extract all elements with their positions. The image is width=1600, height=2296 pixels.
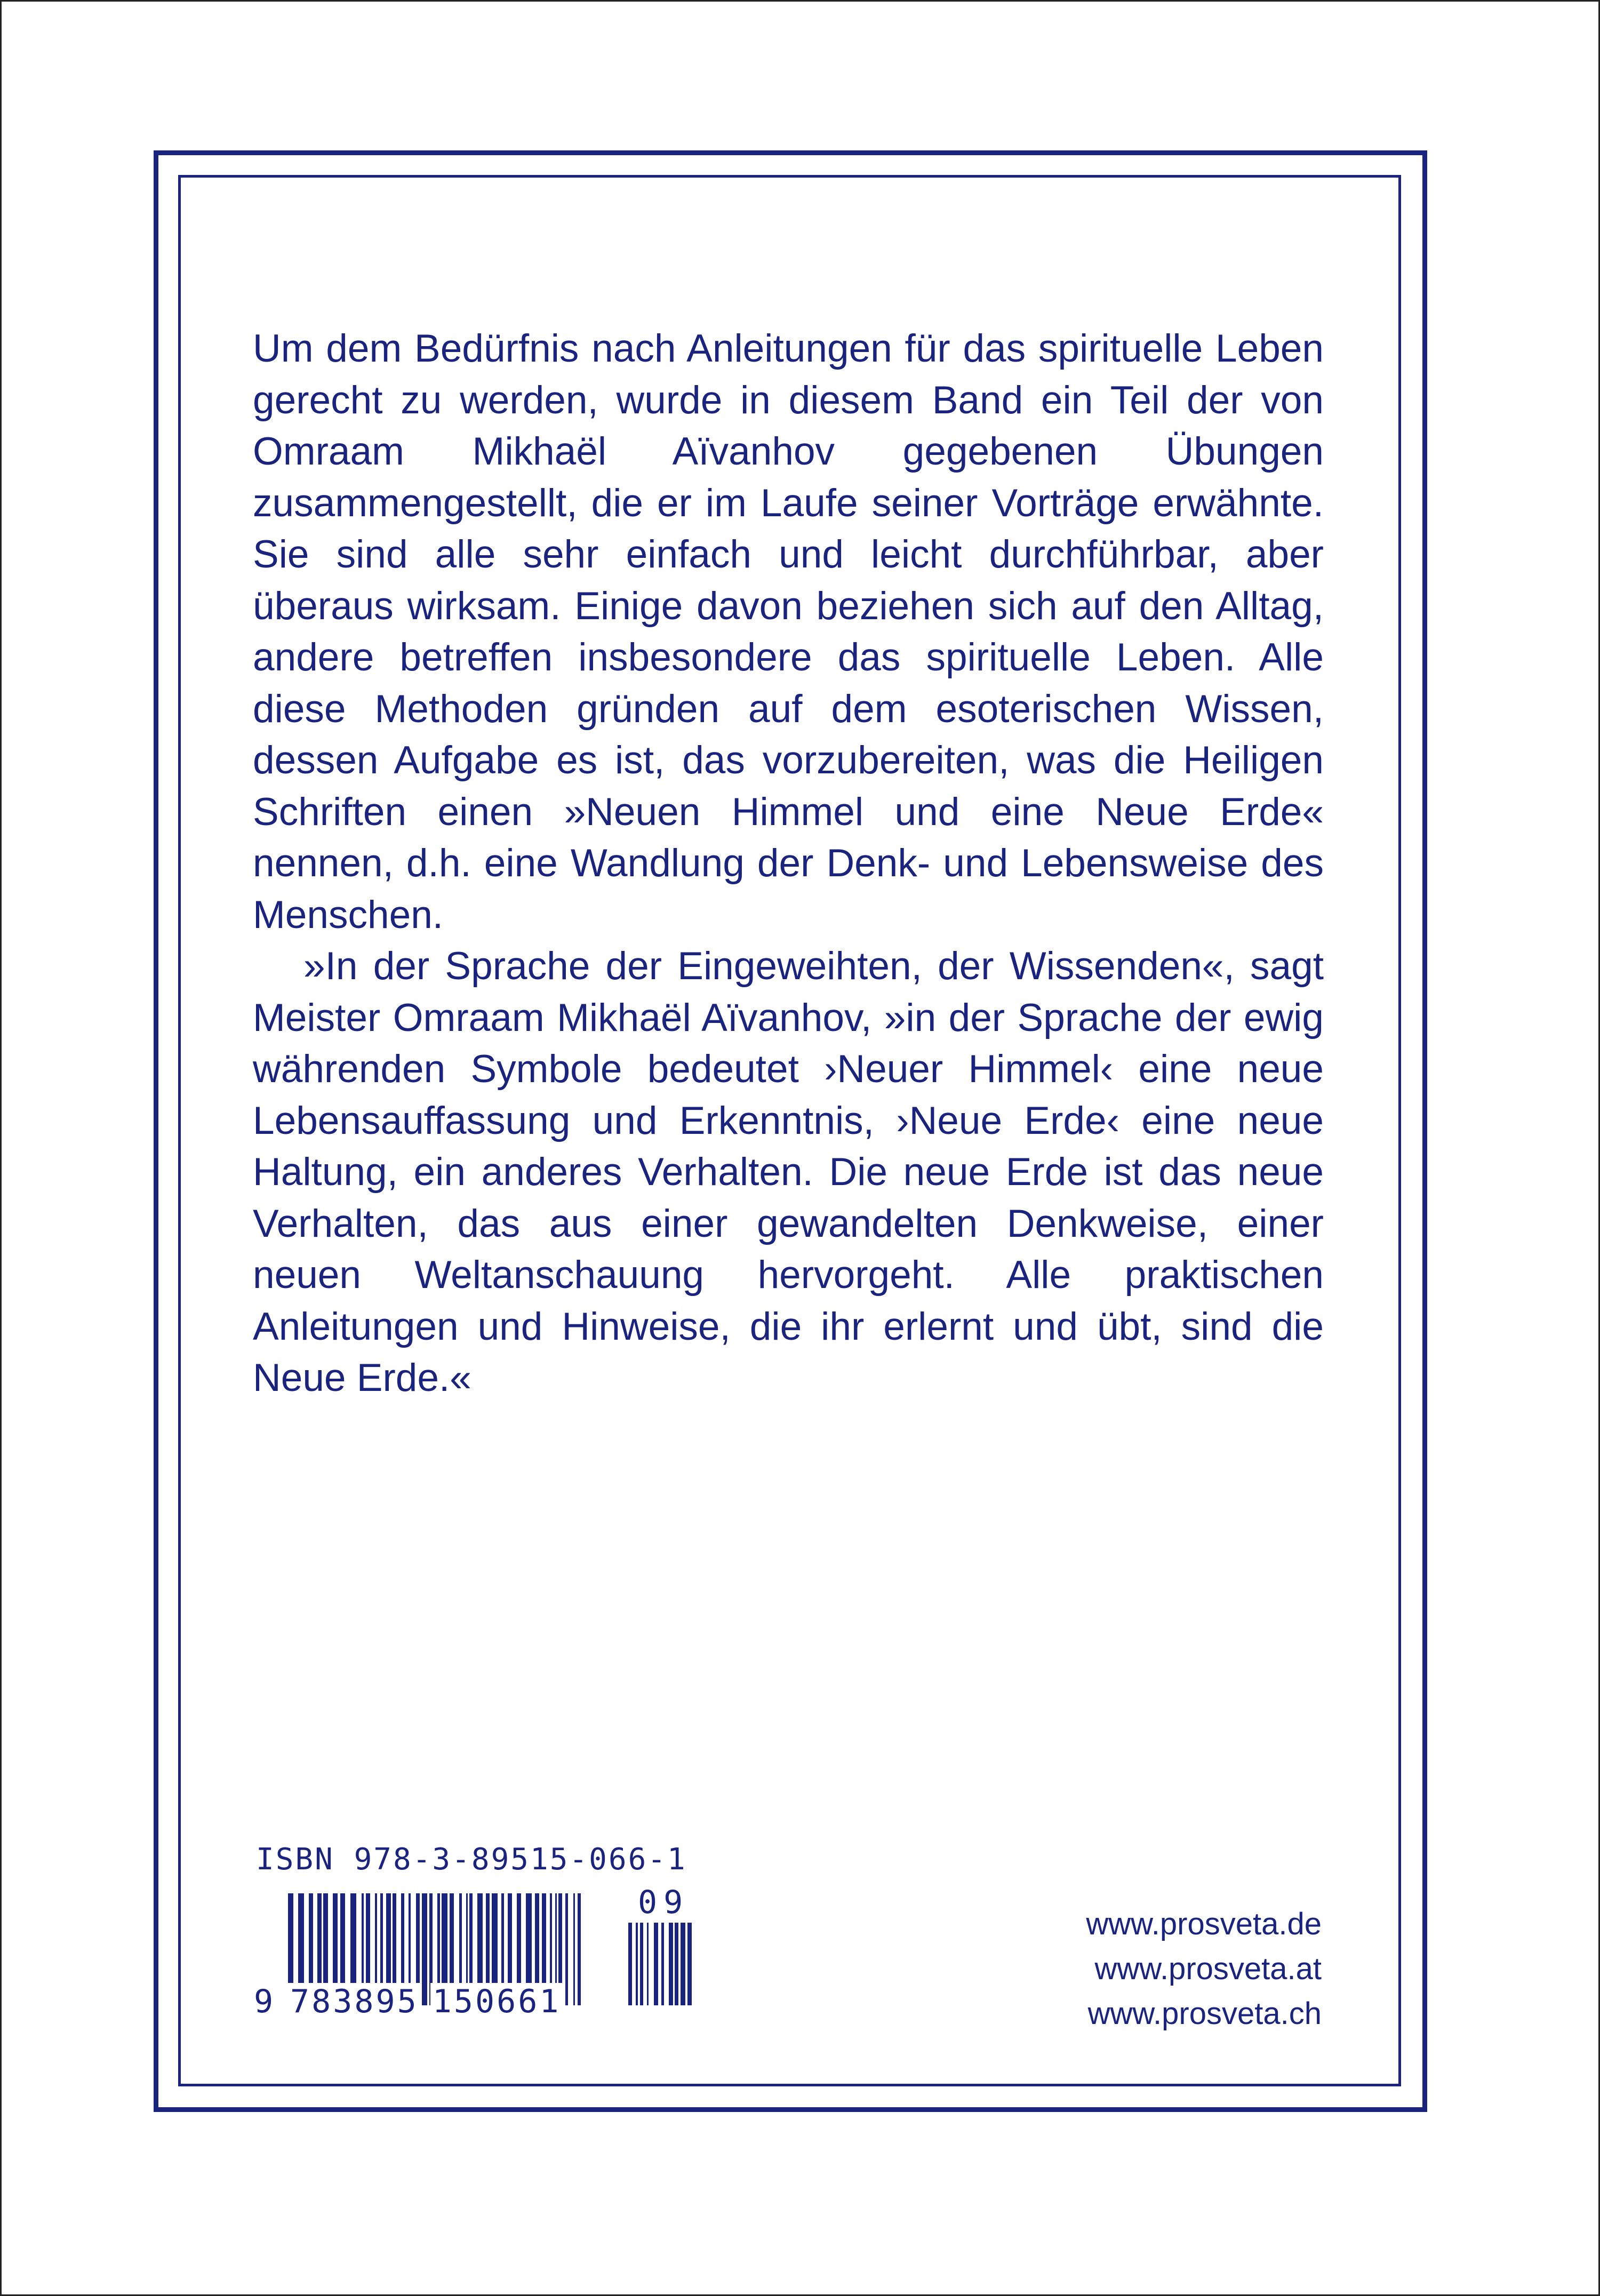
ean-left-group: 783895 — [288, 1983, 421, 2020]
website-de[interactable]: www.prosveta.de — [1086, 1907, 1322, 1941]
barcode-bar — [628, 1923, 632, 2005]
barcode-bar — [647, 1923, 649, 2005]
barcode-bar — [675, 1923, 678, 2005]
barcode-bar — [578, 1893, 581, 2005]
barcode-addon — [628, 1923, 693, 2005]
barcode-bar — [687, 1923, 692, 2005]
website-ch[interactable]: www.prosveta.ch — [1087, 1996, 1322, 2031]
barcode-bar — [681, 1923, 685, 2005]
website-at[interactable]: www.prosveta.at — [1094, 1951, 1322, 1986]
ean-digits — [254, 1983, 563, 2020]
blurb-paragraph-1: Um dem Bedürfnis nach Anleitungen für das spirituelle Leben gerecht zu werden, wurde in diesem Band ein Teil der von Omraam Mikhaël Aïvanhov gegebenen Übungen zusammengestellt, die er im Laufe seiner Vorträge erwähnte. Sie sind alle sehr einfach und leicht durchführbar, aber überaus wirksam. Einige davon beziehen sich auf den Alltag, andere betreffen insbesondere das spirituelle Leben. Alle diese Methoden gründen auf dem esoterischen Wissen, dessen Aufgabe es ist, das vorzubereiten, was die Heiligen Schriften einen »Neuen Himmel und eine Neue Erde« nennen, d.h. eine Wandlung der Denk- und Lebensweise des Menschen. — [253, 327, 1324, 937]
barcode-addon-digits: 09 — [638, 1884, 690, 1921]
isbn-label: ISBN 978-3-89515-066-1 — [256, 1842, 687, 1877]
blurb-paragraph-2: »In der Sprache der Eingeweihten, der Wissenden«, sagt Meister Omraam Mikhaël Aïvanhov, »in der Sprache der ewig währenden Symbole bedeutet ›Neuer Himmel‹ eine neue Lebensauffassung und Erkenntnis, ›Neue Erde‹ eine neue Haltung, ein anderes Verhalten. Die neue Erde ist das neue Verhalten, das aus einer gewandelten Denkweise, einer neuen Weltanschauung hervorgeht. Alle praktischen Anleitungen und Hinweise, die ihr erlernt und übt, sind die Neue Erde.« — [253, 945, 1324, 1399]
blurb-text — [253, 323, 1324, 1404]
barcode-bar — [640, 1923, 643, 2005]
ean-right-group: 150661 — [430, 1983, 563, 2020]
publisher-websites — [1086, 1902, 1322, 2036]
barcode-bar — [654, 1923, 658, 2005]
barcode-bar — [661, 1923, 664, 2005]
barcode-bar — [636, 1923, 638, 2005]
barcode-bar — [565, 1893, 568, 2005]
ean-first-digit: 9 — [254, 1983, 274, 2020]
barcode-bar — [669, 1923, 673, 2005]
barcode-bar — [573, 1893, 575, 2005]
